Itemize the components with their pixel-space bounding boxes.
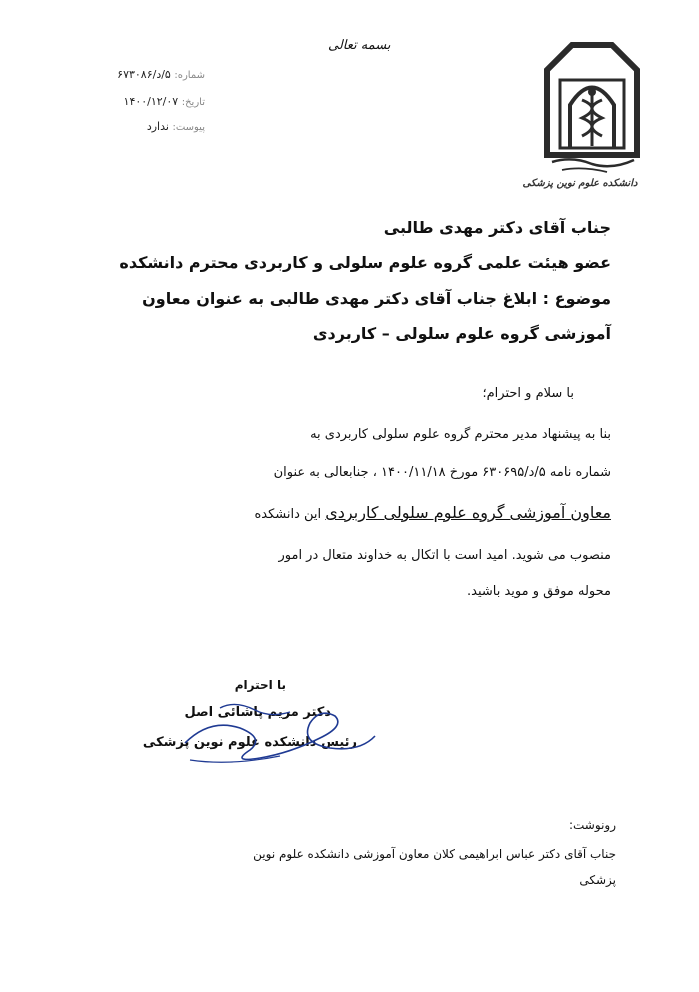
body-line-5: محوله موفق و موید باشید. bbox=[466, 584, 611, 599]
letter-date-row bbox=[85, 95, 205, 108]
letter-attachment-row bbox=[115, 120, 205, 133]
cc-line-2: پزشکی bbox=[579, 873, 616, 887]
number-label: شماره: bbox=[174, 70, 205, 81]
appointment-title: معاون آموزشی گروه علوم سلولی کاربردی bbox=[325, 503, 611, 522]
faculty-name-caption: دانشکده علوم نوین پزشکی bbox=[522, 178, 638, 189]
body-line-2: شماره نامه ۵/د/۶۳۰۶۹۵ مورخ ۱۴۰۰/۱۱/۱۸ ، جنابعالی به عنوان bbox=[273, 465, 611, 480]
cc-label: رونوشت: bbox=[568, 818, 616, 832]
university-emblem-icon bbox=[512, 40, 652, 175]
date-label: تاریخ: bbox=[181, 97, 205, 108]
recipient-position: عضو هیئت علمی گروه علوم سلولی و کاربردی محترم دانشکده bbox=[119, 253, 611, 272]
subject-line: موضوع : ابلاغ جناب آقای دکتر مهدی طالبی به عنوان معاون bbox=[142, 289, 611, 308]
body-line-4: منصوب می شوید. امید است با اتکال به خداوند متعال در امور bbox=[278, 548, 611, 563]
university-logo bbox=[512, 40, 652, 195]
letter-number-row bbox=[75, 68, 205, 81]
body-line-3 bbox=[101, 503, 611, 522]
number-value: ۵/د/۶۷۳۰۸۶ bbox=[117, 68, 171, 81]
cc-line-1: جناب آقای دکتر عباس ابراهیمی کلان معاون آموزشی دانشکده علوم نوین bbox=[253, 847, 616, 861]
recipient-name: جناب آقای دکتر مهدی طالبی bbox=[383, 218, 611, 237]
handwritten-signature bbox=[170, 688, 390, 768]
greeting: با سلام و احترام؛ bbox=[482, 386, 574, 401]
attachment-value: ندارد bbox=[146, 120, 169, 133]
signer-title: رئیس دانشکده علوم نوین پزشکی bbox=[142, 735, 357, 750]
attachment-label: پیوست: bbox=[172, 122, 205, 133]
body-line-1: بنا به پیشنهاد مدیر محترم گروه علوم سلولی کاربردی به bbox=[310, 427, 611, 442]
heading-mark: بسمه تعالی bbox=[328, 38, 391, 53]
subject-continuation: آموزشی گروه علوم سلولی – کاربردی bbox=[312, 324, 611, 343]
closing: با احترام bbox=[234, 678, 286, 692]
date-value: ۱۴۰۰/۱۲/۰۷ bbox=[123, 95, 179, 108]
body-line-3-rest: این دانشکده bbox=[254, 507, 326, 522]
signer-name: دکتر مریم پاشائی اصل bbox=[184, 705, 331, 720]
